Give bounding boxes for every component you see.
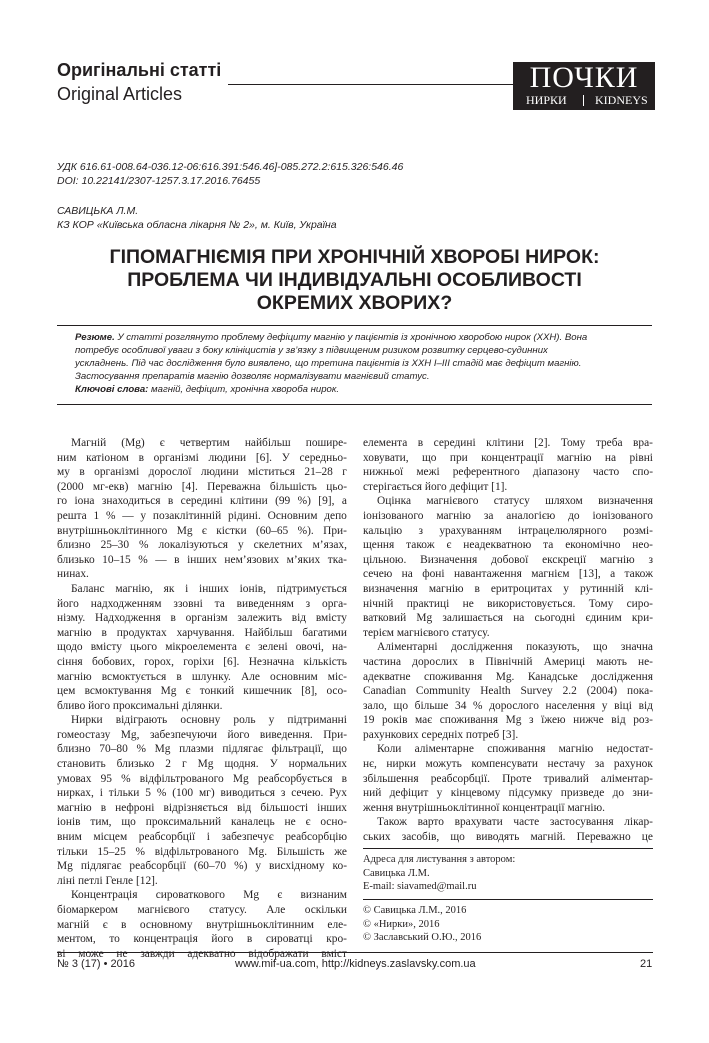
body-text-line: ліні петлі Генле [12].	[57, 874, 158, 887]
body-text-line: Баланс магнію, як і інших іонів, підтримується	[71, 582, 347, 595]
body-text-line: близно 25–30 % локалізуються у скелетних м’язах,	[57, 539, 347, 552]
logo-text-en: KIDNEYS	[595, 93, 648, 107]
body-text-line: нізму. Надходження в організм залежить від вмісту	[57, 612, 347, 625]
body-text-line: кальцію з урахуванням інтрацелюлярного розмі-	[363, 524, 653, 537]
body-text-line: ватковий Mg залишається на сьогодні єдиним кри-	[363, 612, 653, 625]
body-text-line: іонізованого магнію за аналогією до іонізованого	[363, 509, 653, 522]
body-text-line: умовах 95 % відфільтрованого Mg реабсорбується в	[57, 772, 347, 785]
keywords: магній, дефіцит, хронічна хвороба нирок.	[151, 384, 340, 395]
section-title-ua: Оригінальні статті	[57, 60, 222, 80]
body-text-line: нижньої межі референтного діапазону часто спо-	[363, 466, 653, 479]
body-column-right	[363, 436, 653, 845]
body-text-line: щодо вмісту цього мікроелемента є зелені овочі, на-	[57, 641, 347, 654]
body-text-line: го іона знаходиться в середині клітини (99 %) [9], а	[57, 495, 347, 508]
logo-text-ua: НИРКИ	[526, 93, 567, 107]
abstract-bottom-rule	[57, 404, 652, 405]
body-text-line: ним катіоном в організмі людини [6]. У середньо-	[57, 451, 347, 464]
body-text-line: Canadian Community Health Survey 2.2 (2004) пока-	[363, 685, 653, 698]
body-text-line: магнію всмоктується в шлунку. Але основним міс-	[57, 670, 347, 683]
body-text-line: гомеостазу Mg, забезпечуючи його виведення. При-	[57, 728, 347, 741]
body-text-line: бливо його проксимальні ділянки.	[57, 699, 223, 712]
body-text-line: му в організмі дорослої людини міститься 21–28 г	[57, 466, 347, 479]
abstract	[75, 331, 650, 396]
body-text-line: ження внутрішньоклітинної концентрації магнію.	[363, 801, 605, 814]
body-text-line: стерігається його дефіцит [1].	[363, 480, 508, 493]
body-text-line: іонів тим, що проксимальний каналець не є осно-	[57, 816, 347, 829]
body-text-line: цільною. Визначення добової екскреції магнію з	[363, 553, 653, 566]
body-text-line: тільки 15–25 % відфільтрованого Mg. Більшість же	[57, 845, 347, 858]
title-line: ОКРЕМИХ ХВОРИХ?	[256, 292, 453, 314]
body-text-line: цем всмоктування Mg є тонкий кишечник [8], осо-	[57, 685, 347, 698]
udc-code: УДК 616.61-008.64-036.12-06:616.391:546.46]-085.272.2:615.326:546.46	[57, 161, 404, 173]
abstract-label: Резюме.	[75, 332, 115, 343]
abstract-line: Застосування препаратів магнію дозволяє нормалізувати магнієвий статус.	[75, 371, 430, 382]
body-text-line: внутрішньоклітинного Mg є кістки (60–65 %). При-	[57, 524, 347, 537]
body-text-line: ських засобів, що виводять магній. Переважно це	[363, 831, 653, 844]
page-number: 21	[640, 958, 653, 970]
body-text-line: ний дефіцит у кінцевому підсумку призведе до зни-	[363, 787, 653, 800]
body-text-line: становить близько 2 г Mg щодня. У нормальних	[57, 758, 347, 771]
body-text-line: ховувати, що при концентрації магнію на рівні	[363, 451, 653, 464]
body-text-line: Також варто врахувати часте застосування лікар-	[377, 816, 653, 829]
body-text-line: 19 років має споживання Mg з їжею нижче від роз-	[363, 714, 653, 727]
body-text-line: магній є в основному внутрішньоклітинним еле-	[57, 918, 347, 931]
body-text-line: ві може не завжди адекватно відображати вміст	[57, 947, 347, 960]
body-text-line: нічній практиці не використовується. Тому сиро-	[363, 597, 653, 610]
body-text-line: Mg підлягає реабсорбції (60–70 %) у висхідному ко-	[57, 860, 347, 873]
correspondence-email: E-mail: siavamed@mail.ru	[363, 881, 477, 893]
copyright-line: © Савицька Л.М., 2016	[363, 905, 467, 916]
footer-rule	[57, 952, 653, 953]
body-text-line: Нирки відіграють основну роль у підтриманні	[71, 714, 347, 727]
body-text-line: Магній (Mg) є четвертим найбільш пошире-	[71, 437, 347, 449]
body-text-line: решта 1 % — у позаклітинній рідині. Основним депо	[57, 509, 347, 522]
body-text-line: вним місцем реабсорбції і забезпечує реабсорбцію	[57, 831, 347, 844]
title-line: ПРОБЛЕМА ЧИ ІНДИВІДУАЛЬНІ ОСОБЛИВОСТІ	[127, 269, 582, 291]
footer-url: www.mif-ua.com, http://kidneys.zaslavsky.com.ua	[235, 958, 476, 970]
logo-divider	[583, 95, 584, 106]
keywords-label: Ключові слова:	[75, 384, 149, 395]
body-text-line: магнію в продуктах харчування. Найбільш багатими	[57, 626, 347, 639]
body-text-line: нирках, і тільки 5 % (100 мг) виводиться з сечею. Рух	[57, 787, 347, 800]
correspondence-name: Савицька Л.М.	[363, 867, 430, 879]
header-rule	[228, 84, 513, 85]
body-text-line: зало, що більше 34 % дорослого населення у віці від	[363, 699, 653, 712]
correspondence-rule	[363, 848, 653, 849]
body-text-line: магнію в нефроні відрізняється від більшості інших	[57, 801, 347, 814]
copyright-line: © Заславський О.Ю., 2016	[363, 932, 482, 944]
logo-subtitle	[513, 93, 655, 108]
copyright-rule	[363, 899, 653, 900]
section-title-en: Original Articles	[57, 84, 183, 104]
body-text-line: Оцінка магнієвого статусу шляхом визначення	[377, 495, 653, 508]
body-text-line: близько 10–15 % — в інших нем’язових м’яких тка-	[57, 553, 347, 566]
body-text-line: елемента в середині клітини [2]. Тому треба вра-	[363, 437, 653, 449]
abstract-line: потребує особливої уваги з боку клініцистів у зв’язку з підвищеним ризиком розвитку серцево-судинних	[75, 345, 548, 356]
body-text-line: біомаркером магнієвого статусу. Але оскільки	[57, 904, 347, 916]
body-text-line: рахункових середніх потреб [3].	[363, 728, 519, 741]
article-title	[57, 246, 652, 315]
body-text-line: терієм магнієвого статусу.	[363, 626, 490, 639]
body-text-line: збільшення реабсорбції. Проте тривалий аліментар-	[363, 772, 653, 785]
author: САВИЦЬКА Л.М.	[57, 205, 139, 217]
body-text-line: сіння бобових, горох, горіхи [6]. Незначна кількість	[57, 655, 347, 668]
body-text-line: адекватне споживання Mg. Канадське дослідження	[363, 670, 653, 683]
affiliation: КЗ КОР «Київська обласна лікарня № 2», м. Київ, Україна	[57, 219, 337, 231]
body-text-line: щення також є неадекватною та економічно нео-	[363, 539, 653, 552]
doi: DOI: 10.22141/2307-1257.3.17.2016.76455	[57, 175, 261, 187]
correspondence-block	[363, 853, 653, 894]
body-text-line: нє, нирки можуть компенсувати нестачу за рахунок	[363, 758, 653, 771]
body-text-line: близно 70–80 % Mg плазми підлягає фільтрації, що	[57, 743, 347, 756]
body-text-line: Аліментарні дослідження показують, що значна	[377, 641, 653, 654]
correspondence-label: Адреса для листування з автором:	[363, 854, 516, 865]
body-text-line: його надходженням ззовні та виведенням з орга-	[57, 597, 347, 610]
body-text-line: Концентрація сироваткового Mg є визнаним	[71, 889, 347, 902]
body-text-line: ментом, то концентрація його в сироватці кро-	[57, 933, 347, 946]
body-text-line: нинах.	[57, 568, 89, 581]
issue-number: № 3 (17) • 2016	[57, 958, 136, 970]
body-text-line: сечею на фоні навантаження магнієм [13], а також	[363, 568, 653, 581]
logo-main-text: ПОЧКИ	[529, 61, 639, 94]
journal-logo	[513, 62, 655, 110]
body-column-left	[57, 436, 347, 961]
body-text-line: частина дорослих в Північній Америці мають не-	[363, 655, 653, 668]
abstract-line: У статті розглянуто проблему дефіциту магнію у пацієнтів із хронічною хворобою нирок (ХХН). Вона	[117, 332, 588, 343]
abstract-line: ускладнень. Під час дослідження було виявлено, що третина пацієнтів із ХХН I–III стадій має дефіцит магнію.	[75, 358, 582, 369]
body-text-line: визначення магнію в еритроцитах у рутинній клі-	[363, 582, 653, 595]
body-text-line: Коли аліментарне споживання магнію недостат-	[377, 743, 653, 756]
abstract-top-rule	[57, 325, 652, 326]
copyright-block	[363, 904, 653, 945]
title-line: ГІПОМАГНІЄМІЯ ПРИ ХРОНІЧНІЙ ХВОРОБІ НИРОК:	[109, 246, 600, 268]
body-text-line: (2000 мг-екв) магнію [4]. Переважна більшість цьо-	[57, 480, 347, 493]
copyright-line: © «Нирки», 2016	[363, 918, 440, 930]
